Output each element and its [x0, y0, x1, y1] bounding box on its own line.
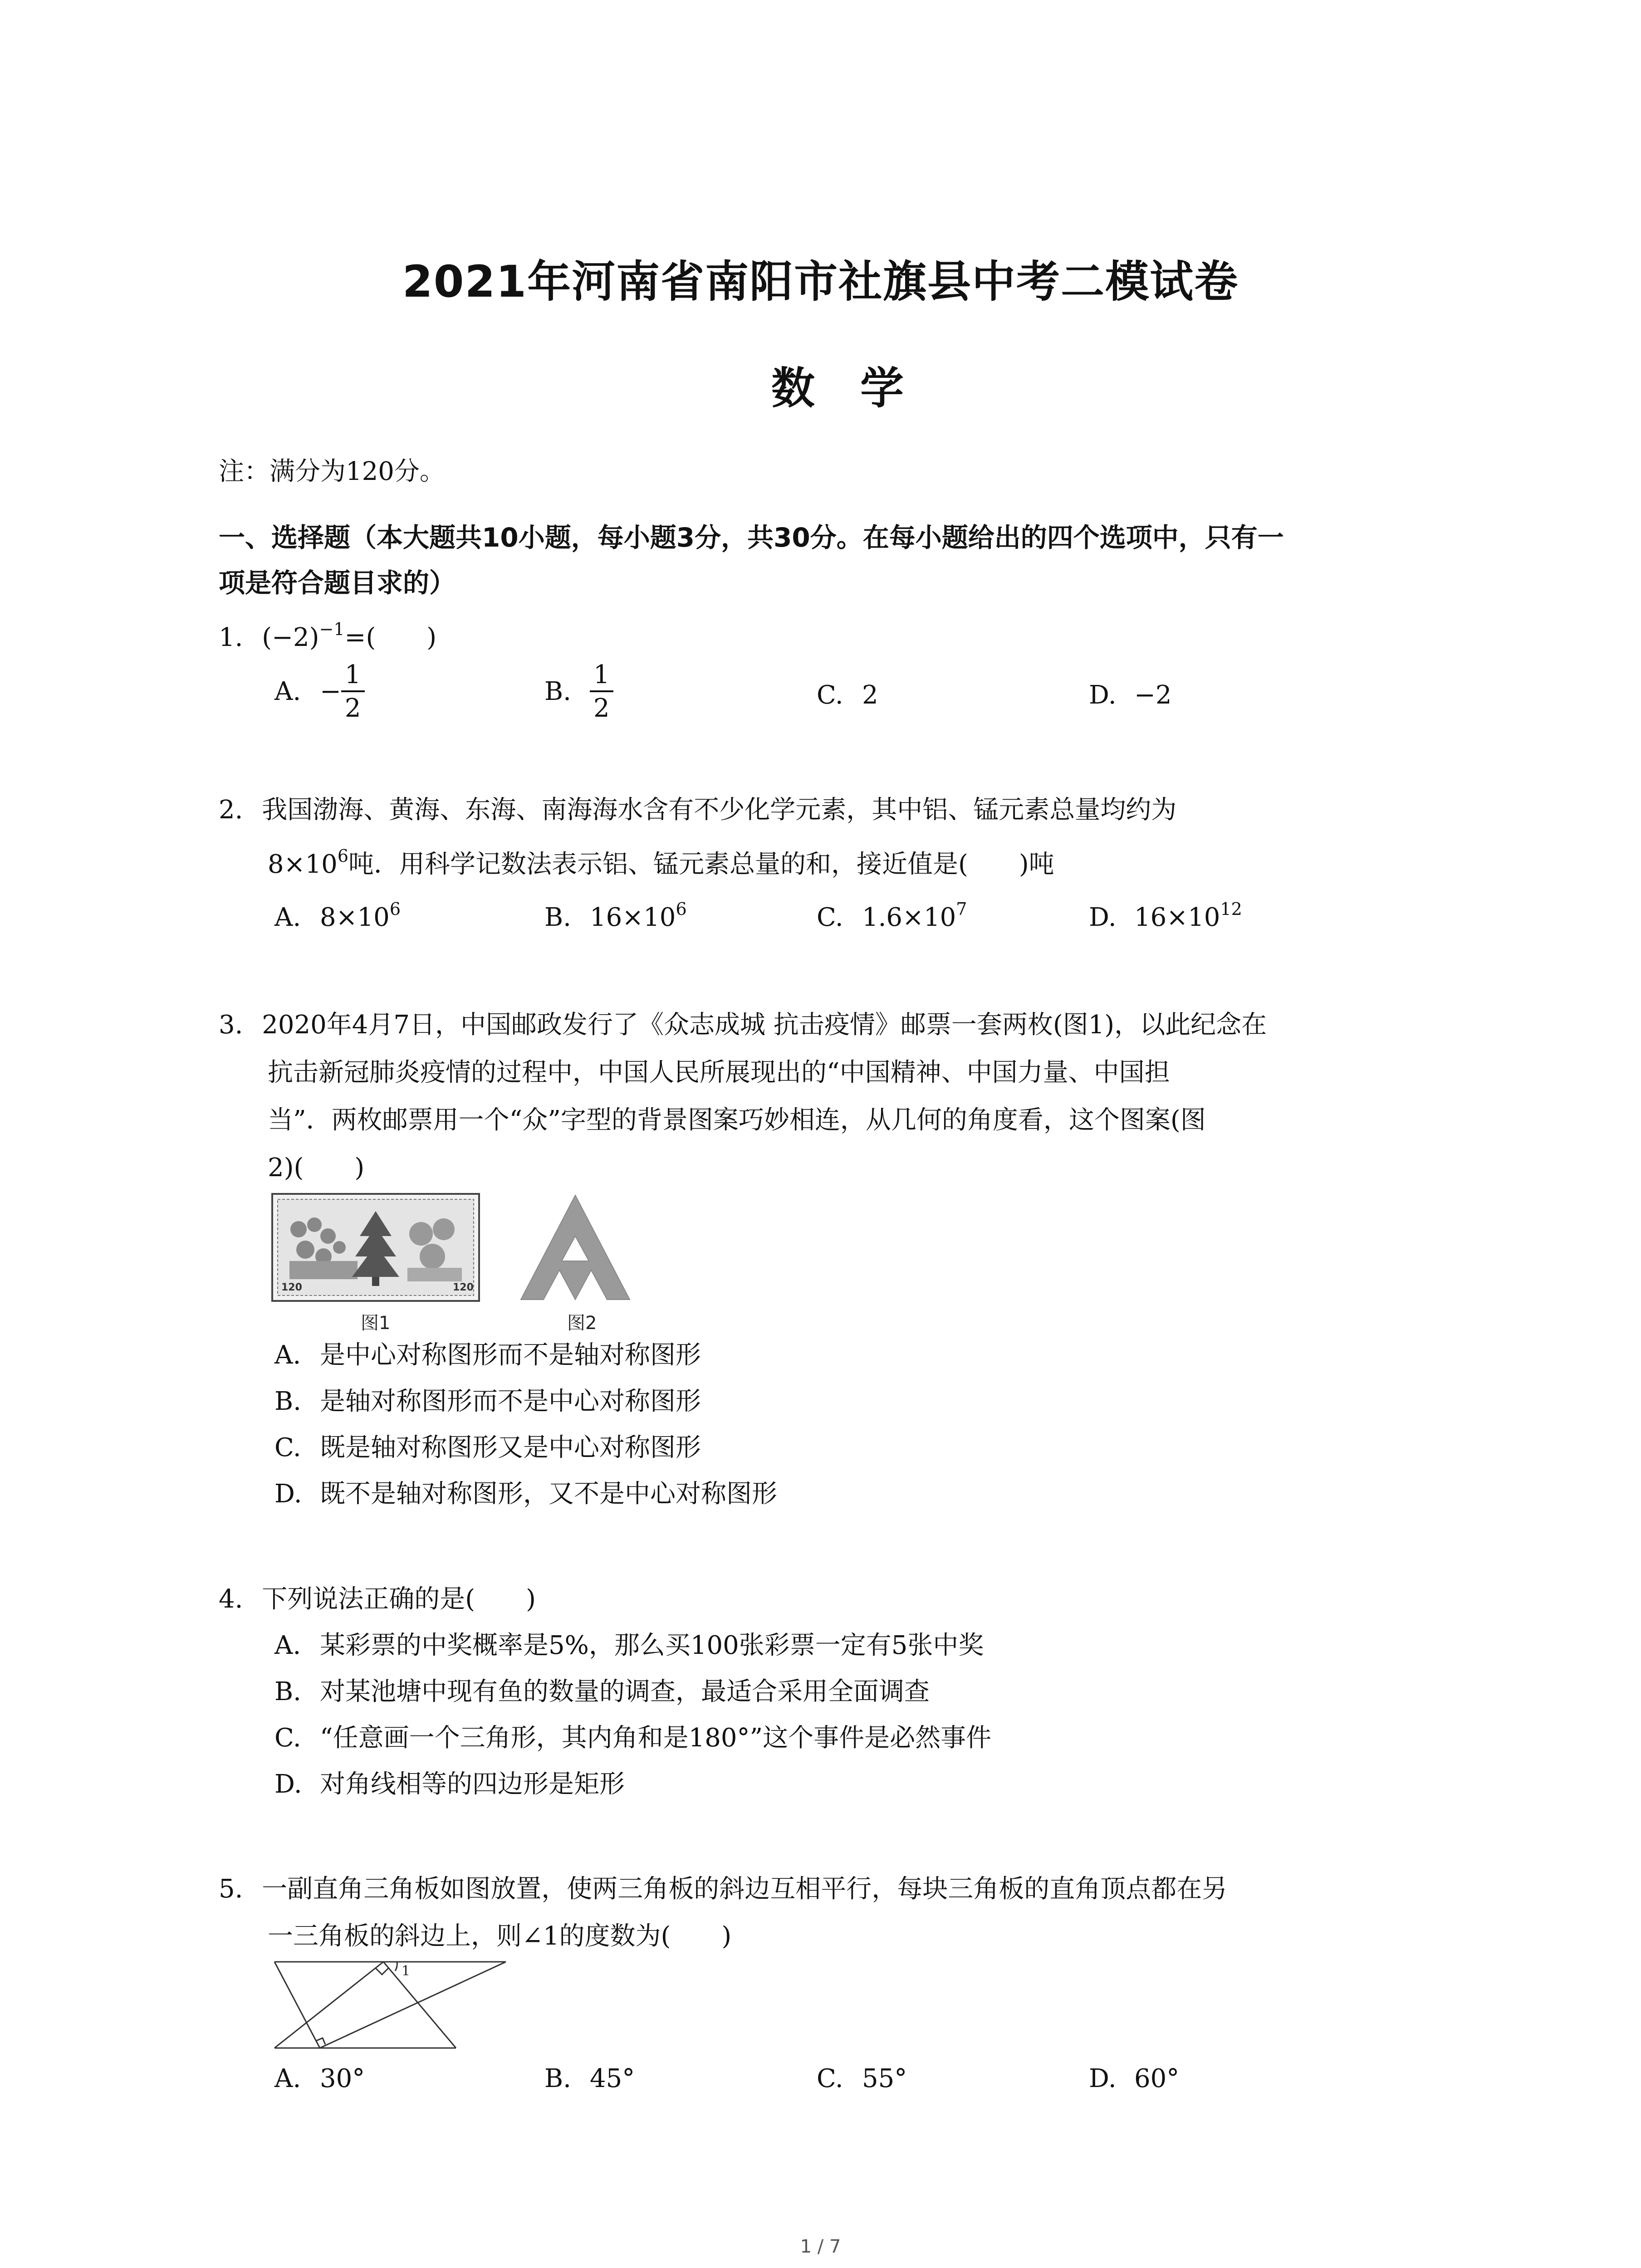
option-text: 某彩票的中奖概率是5%，那么买100张彩票一定有5张中奖 — [320, 1631, 984, 1660]
option-text: 对某池塘中现有鱼的数量的调查，最适合采用全面调查 — [320, 1677, 930, 1706]
denominator: 2 — [593, 694, 610, 723]
option-letter: C. — [817, 680, 843, 710]
q2-option-b[interactable] — [544, 899, 687, 932]
page-number: 1 / 7 — [800, 2236, 841, 2257]
option-letter: D. — [274, 1769, 302, 1799]
q1-option-b[interactable] — [544, 662, 613, 721]
stamp-left-value: 120 — [281, 1282, 302, 1293]
section-heading-line2: 项是符合题目求的） — [219, 567, 456, 598]
question-3-line2: 抗击新冠肺炎疫情的过程中，中国人民所展现出的“中国精神、中国力量、中国担 — [268, 1058, 1170, 1087]
question-text: 2020年4月7日，中国邮政发行了《众志成城 抗击疫情》邮票一套两枚(图1)，以此纪念在 — [262, 1010, 1267, 1040]
page-title: 2021年河南省南阳市社旗县中考二模试卷 — [402, 256, 1239, 307]
option-letter: C. — [274, 1433, 301, 1462]
question-2-line2 — [268, 846, 1054, 879]
question-4-stem — [219, 1584, 536, 1614]
score-note: 注：满分为120分。 — [219, 457, 445, 486]
figure-2-caption: 图2 — [567, 1313, 597, 1334]
q1-tail: =( ) — [344, 623, 437, 652]
section-heading-line1: 一、选择题（本大题共10小题，每小题3分，共30分。在每小题给出的四个选项中，只有一 — [219, 522, 1284, 553]
option-text: 30° — [320, 2064, 365, 2093]
option-exponent: 7 — [956, 899, 967, 919]
q2-option-c[interactable] — [817, 899, 967, 932]
q2-option-a[interactable] — [274, 899, 401, 932]
option-letter: D. — [274, 1479, 302, 1509]
numerator: 1 — [590, 662, 613, 692]
option-letter: A. — [274, 677, 301, 706]
option-text: 是中心对称图形而不是轴对称图形 — [320, 1340, 701, 1370]
q5-option-c[interactable] — [817, 2066, 907, 2092]
question-text: 下列说法正确的是( ) — [262, 1584, 536, 1614]
fraction — [341, 662, 365, 721]
option-letter: D. — [1089, 2064, 1117, 2093]
option-letter: A. — [274, 1631, 301, 1660]
option-text: 45° — [590, 2064, 635, 2093]
q5-option-d[interactable] — [1089, 2066, 1179, 2092]
option-text: 16×10 — [1134, 903, 1220, 932]
question-3-line1 — [219, 1012, 1267, 1038]
option-text: 1.6×10 — [862, 903, 956, 932]
denominator: 2 — [344, 694, 361, 723]
option-text: “任意画一个三角形，其内角和是180°”这个事件是必然事件 — [320, 1723, 992, 1753]
option-text: 对角线相等的四边形是矩形 — [320, 1769, 625, 1799]
option-text: 2 — [862, 680, 878, 710]
q4-option-c[interactable] — [274, 1725, 991, 1751]
option-text: 既不是轴对称图形，又不是中心对称图形 — [320, 1479, 777, 1509]
option-text: 既是轴对称图形又是中心对称图形 — [320, 1433, 701, 1462]
stamp-figure — [271, 1193, 480, 1302]
q4-option-d[interactable] — [274, 1769, 625, 1799]
option-text: 55° — [862, 2064, 907, 2093]
option-letter: C. — [274, 1723, 301, 1753]
question-number: 1. — [219, 623, 243, 652]
q2-base: 8×10 — [268, 850, 338, 879]
option-letter: B. — [544, 903, 571, 932]
q1-option-c[interactable] — [817, 680, 878, 710]
option-letter: A. — [274, 1340, 301, 1370]
option-text: 8×10 — [320, 903, 390, 932]
question-text: 一副直角三角板如图放置，使两三角板的斜边互相平行，每块三角板的直角顶点都在另 — [262, 1874, 1228, 1904]
option-text: 16×10 — [590, 903, 676, 932]
q3-option-a[interactable] — [274, 1340, 701, 1370]
question-number: 3. — [219, 1010, 243, 1040]
stamp-right-value: 120 — [453, 1282, 474, 1293]
q5-option-a[interactable] — [274, 2066, 365, 2092]
option-text: −2 — [1134, 680, 1172, 710]
q5-option-b[interactable] — [544, 2066, 635, 2092]
option-letter: C. — [817, 903, 843, 932]
angle-1-label: 1 — [402, 1963, 411, 1979]
option-letter: D. — [1089, 680, 1117, 710]
option-text: 是轴对称图形而不是中心对称图形 — [320, 1387, 701, 1416]
option-letter: B. — [544, 677, 571, 706]
option-letter: A. — [274, 2064, 301, 2093]
option-letter: C. — [817, 2064, 843, 2093]
option-exponent: 12 — [1220, 899, 1242, 919]
question-3-line3: 当”．两枚邮票用一个“众”字型的背景图案巧妙相连，从几何的角度看，这个图案(图 — [268, 1105, 1206, 1135]
triangle-rulers-diagram — [270, 1957, 510, 2055]
subject-title: 数学 — [771, 363, 949, 414]
numerator: 1 — [341, 662, 365, 692]
option-letter: B. — [274, 1677, 301, 1706]
question-number: 2. — [219, 795, 243, 825]
option-letter: A. — [274, 903, 301, 932]
q1-option-d[interactable] — [1089, 680, 1172, 710]
option-letter: D. — [1089, 903, 1117, 932]
question-1-stem — [219, 619, 437, 652]
q1-expression: (−2) — [262, 623, 319, 652]
question-5-line2: 一三角板的斜边上，则∠1的度数为( ) — [268, 1921, 732, 1951]
q3-option-b[interactable] — [274, 1389, 701, 1414]
option-letter: B. — [274, 1387, 301, 1416]
question-3-line4: 2)( ) — [268, 1153, 365, 1183]
q2-exponent: 6 — [337, 846, 348, 866]
q1-exponent: −1 — [319, 619, 345, 639]
question-2-line1 — [219, 797, 1176, 823]
question-number: 4. — [219, 1584, 243, 1614]
q2-option-d[interactable] — [1089, 899, 1242, 932]
minus-sign: − — [320, 677, 341, 706]
fraction — [590, 662, 613, 721]
q1-option-a[interactable] — [274, 662, 365, 721]
q3-option-c[interactable] — [274, 1435, 701, 1461]
figure-1-caption: 图1 — [361, 1313, 391, 1334]
question-text: 我国渤海、黄海、东海、南海海水含有不少化学元素，其中铝、锰元素总量均约为 — [262, 795, 1177, 825]
question-number: 5. — [219, 1874, 243, 1904]
zhong-shape-figure — [516, 1193, 634, 1302]
question-5-line1 — [219, 1874, 1228, 1904]
option-text: 60° — [1134, 2064, 1180, 2093]
q4-option-a[interactable] — [274, 1633, 984, 1658]
q3-option-d[interactable] — [274, 1481, 777, 1507]
q4-option-b[interactable] — [274, 1679, 930, 1705]
option-letter: B. — [544, 2064, 571, 2093]
option-exponent: 6 — [676, 899, 687, 919]
question-text: 吨．用科学记数法表示铝、锰元素总量的和，接近值是( )吨 — [348, 850, 1054, 879]
option-exponent: 6 — [389, 899, 401, 919]
